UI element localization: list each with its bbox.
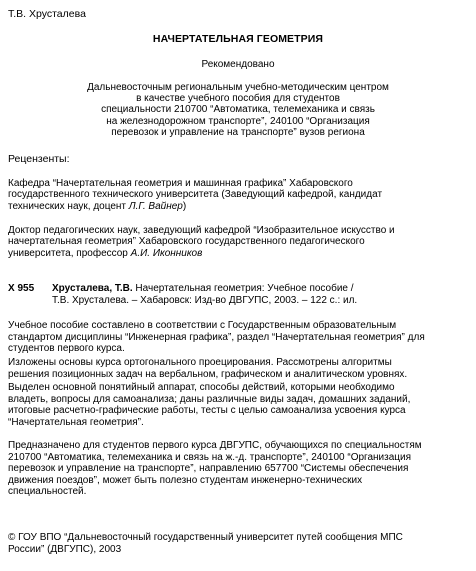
reviewer-first-line <box>8 201 470 212</box>
reviewer-second-line: начертательная геометрия” Хабаровского государственного педагогического <box>8 236 365 248</box>
reviewer-first-closing: ) <box>182 200 187 212</box>
catalog-author: Хрусталева, Т.В. <box>52 283 133 294</box>
author-name: Т.В. Хрусталева <box>8 8 86 20</box>
copyright-notice <box>8 532 470 555</box>
approval-line: перевозок и управление на транспорте” вузов региона <box>111 126 365 138</box>
approval-line: на железнодорожном транспорте”, 240100 “Организация <box>106 115 370 127</box>
copyright-line: © ГОУ ВПО “Дальневосточный государственный университет путей сообщения МПС <box>8 532 403 543</box>
paragraph-line: стандартом дисциплины “Инженерная графика”, раздел “Начертательная геометрия” для <box>8 331 425 343</box>
paragraph-line: Учебное пособие составлено в соответствии с Государственным образовательным <box>8 320 397 331</box>
reviewer-first-name: Л.Г. Вайнер <box>128 200 183 212</box>
reviewer-first <box>8 178 470 212</box>
reviewer-second-title: университета, профессор <box>8 247 131 259</box>
paragraph-line: Изложены основы курса ортогонального проецирования. Рассмотрены алгоритмы <box>8 357 392 368</box>
catalog-description <box>52 283 472 306</box>
reviewer-second-line: Доктор педагогических наук, заведующий кафедрой “Изобразительное искусство и <box>8 225 395 236</box>
approval-line: Дальневосточным региональным учебно-методическим центром <box>87 82 389 93</box>
annotation-paragraph <box>8 357 470 380</box>
paragraph-line: движения поездов”, может быть полезно студентам инженерно-технических <box>8 474 363 486</box>
annotation-paragraph <box>8 320 470 355</box>
recommended-label: Рекомендовано <box>201 59 275 70</box>
reviewer-first-line: Кафедра “Начертательная геометрия и машинная графика” Хабаровского <box>8 178 353 189</box>
paragraph-line: решения позиционных задач на вербальном, графическом и аналитическом уровнях. <box>8 368 408 380</box>
paragraph-line: владеть, вопросы для самоанализа; даны различные виды задач, домашних заданий, <box>8 393 411 405</box>
approval-statement <box>40 82 436 138</box>
paragraph-line: Предназначено для студентов первого курса ДВГУПС, обучающихся по специальностям <box>8 440 422 451</box>
catalog-code: Х 955 <box>8 283 35 294</box>
reviewer-first-line: государственного технического университета (Заведующий кафедрой, кандидат <box>8 189 383 201</box>
reviewer-second <box>8 225 470 259</box>
approval-line: специальности 210700 “Автоматика, телемеханика и связь <box>101 104 375 116</box>
paragraph-line: перевозок и управление на транспорте”, направлению 657700 “Системы обеспечения <box>8 463 409 475</box>
paragraph-line: специальностей. <box>8 486 87 498</box>
catalog-line: Т.В. Хрусталева. – Хабаровск: Изд-во ДВГУПС, 2003. – 122 с.: ил. <box>52 294 358 306</box>
paragraph-line: Выделен основной понятийный аппарат, способы действий, которыми необходимо <box>8 382 395 393</box>
document-title: НАЧЕРТАТЕЛЬНАЯ ГЕОМЕТРИЯ <box>152 33 324 45</box>
copyright-line: России” (ДВГУПС), 2003 <box>8 543 122 555</box>
paragraph-line: “Начертательная геометрия”. <box>8 416 144 428</box>
reviewer-second-name: А.И. Иконников <box>130 247 203 259</box>
annotation-paragraph <box>8 382 470 428</box>
paragraph-line: итоговые расчетно-графические работы, тесты с целью самоанализа усвоения курса <box>8 405 406 417</box>
catalog-line <box>52 283 472 295</box>
reviewer-second-line <box>8 248 470 259</box>
approval-line: в качестве учебного пособия для студентов <box>136 93 340 105</box>
paragraph-line: 210700 “Автоматика, телемеханика и связь на ж.-д. транспорте”, 240100 “Организация <box>8 451 412 463</box>
annotation-paragraph <box>8 440 470 498</box>
paragraph-line: студентов первого курса. <box>8 343 125 355</box>
reviewers-heading: Рецензенты: <box>8 153 70 165</box>
reviewer-first-title: технических наук, доцент <box>8 200 129 212</box>
catalog-book-title: Начертательная геометрия: Учебное пособие / <box>132 283 354 294</box>
